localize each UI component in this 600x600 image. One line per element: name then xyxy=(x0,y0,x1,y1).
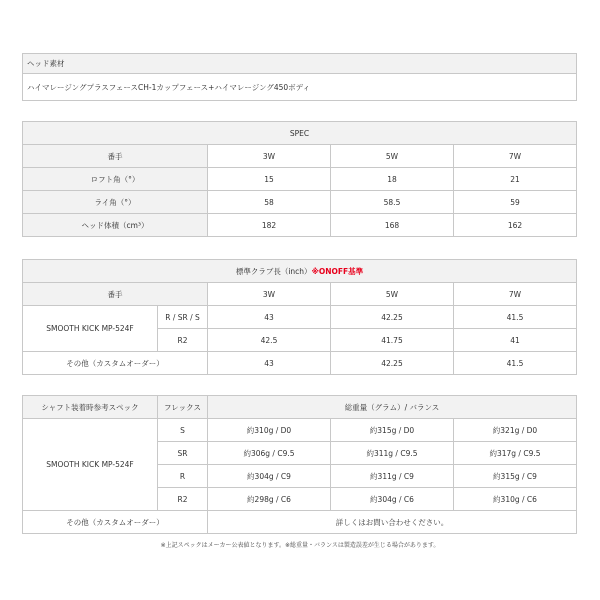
weight-cell: 約298g / C6 xyxy=(208,488,331,511)
club-length-cell: 41.5 xyxy=(454,306,577,329)
shaft-name: SMOOTH KICK MP-524F xyxy=(23,419,158,511)
spec-cell: 21 xyxy=(454,168,577,191)
spec-header-row xyxy=(23,145,577,168)
head-material-label: ヘッド素材 xyxy=(23,54,577,74)
spec-header-cell: 5W xyxy=(331,145,454,168)
spec-row xyxy=(23,214,577,237)
flex-label: SR xyxy=(158,442,208,465)
spec-header-cell: 7W xyxy=(454,145,577,168)
weight-cell: 約315g / D0 xyxy=(331,419,454,442)
club-length-header-cell: 7W xyxy=(454,283,577,306)
flex-label: R xyxy=(158,465,208,488)
shaft-spec-header-row xyxy=(23,396,577,419)
spec-cell: 168 xyxy=(331,214,454,237)
spec-cell: 162 xyxy=(454,214,577,237)
club-length-header-row xyxy=(23,283,577,306)
contact-note: 詳しくはお問い合わせください。 xyxy=(208,511,577,534)
shaft-spec-header-label: シャフト装着時参考スペック xyxy=(23,396,158,419)
weight-balance-header: 総重量（グラム）/ バランス xyxy=(208,396,577,419)
club-length-cell: 41.75 xyxy=(331,329,454,352)
club-length-row xyxy=(23,306,577,329)
spec-cell: 18 xyxy=(331,168,454,191)
club-length-title-text: 標準クラブ長（inch） xyxy=(235,266,312,276)
other-label: その他（カスタムオーダー） xyxy=(23,352,208,375)
club-length-title xyxy=(23,260,577,283)
weight-cell: 約315g / C9 xyxy=(454,465,577,488)
spec-row xyxy=(23,191,577,214)
club-length-table xyxy=(22,259,577,375)
club-length-header-cell: 番手 xyxy=(23,283,208,306)
spec-cell: 15 xyxy=(208,168,331,191)
onoff-note: ※ONOFF基準 xyxy=(311,266,364,276)
spec-row-label: ヘッド体積（cm³） xyxy=(23,214,208,237)
flex-label: R / SR / S xyxy=(158,306,208,329)
flex-label: R2 xyxy=(158,329,208,352)
head-material-value: ハイマレージングプラスフェースCH-1カップフェース+ハイマレージング450ボディ xyxy=(23,74,577,101)
club-length-cell: 42.25 xyxy=(331,306,454,329)
club-length-cell: 41.5 xyxy=(454,352,577,375)
weight-cell: 約311g / C9 xyxy=(331,465,454,488)
club-length-header-cell: 3W xyxy=(208,283,331,306)
weight-cell: 約306g / C9.5 xyxy=(208,442,331,465)
spec-cell: 59 xyxy=(454,191,577,214)
shaft-name: SMOOTH KICK MP-524F xyxy=(23,306,158,352)
flex-header: フレックス xyxy=(158,396,208,419)
shaft-spec-row xyxy=(23,419,577,442)
spec-header-cell: 3W xyxy=(208,145,331,168)
head-material-table xyxy=(22,53,577,101)
flex-label: S xyxy=(158,419,208,442)
weight-cell: 約310g / D0 xyxy=(208,419,331,442)
weight-cell: 約304g / C6 xyxy=(331,488,454,511)
spec-row-label: ロフト角（°） xyxy=(23,168,208,191)
club-length-cell: 41 xyxy=(454,329,577,352)
weight-cell: 約317g / C9.5 xyxy=(454,442,577,465)
spec-cell: 182 xyxy=(208,214,331,237)
weight-cell: 約304g / C9 xyxy=(208,465,331,488)
spec-row xyxy=(23,168,577,191)
club-length-header-cell: 5W xyxy=(331,283,454,306)
footnote: ※上記スペックはメーカー公表値となります。※総重量・バランスは製造誤差が生じる場合があります。 xyxy=(160,542,440,549)
club-length-cell: 43 xyxy=(208,352,331,375)
other-label: その他（カスタムオーダー） xyxy=(23,511,208,534)
weight-cell: 約321g / D0 xyxy=(454,419,577,442)
club-length-row xyxy=(23,352,577,375)
spec-header-cell: 番手 xyxy=(23,145,208,168)
spec-table xyxy=(22,121,577,237)
spec-cell: 58.5 xyxy=(331,191,454,214)
shaft-spec-row xyxy=(23,511,577,534)
club-length-cell: 43 xyxy=(208,306,331,329)
spec-cell: 58 xyxy=(208,191,331,214)
club-length-cell: 42.5 xyxy=(208,329,331,352)
flex-label: R2 xyxy=(158,488,208,511)
spec-title: SPEC xyxy=(23,122,577,145)
spec-row-label: ライ角（°） xyxy=(23,191,208,214)
shaft-spec-table xyxy=(22,395,577,534)
club-length-cell: 42.25 xyxy=(331,352,454,375)
weight-cell: 約310g / C6 xyxy=(454,488,577,511)
weight-cell: 約311g / C9.5 xyxy=(331,442,454,465)
